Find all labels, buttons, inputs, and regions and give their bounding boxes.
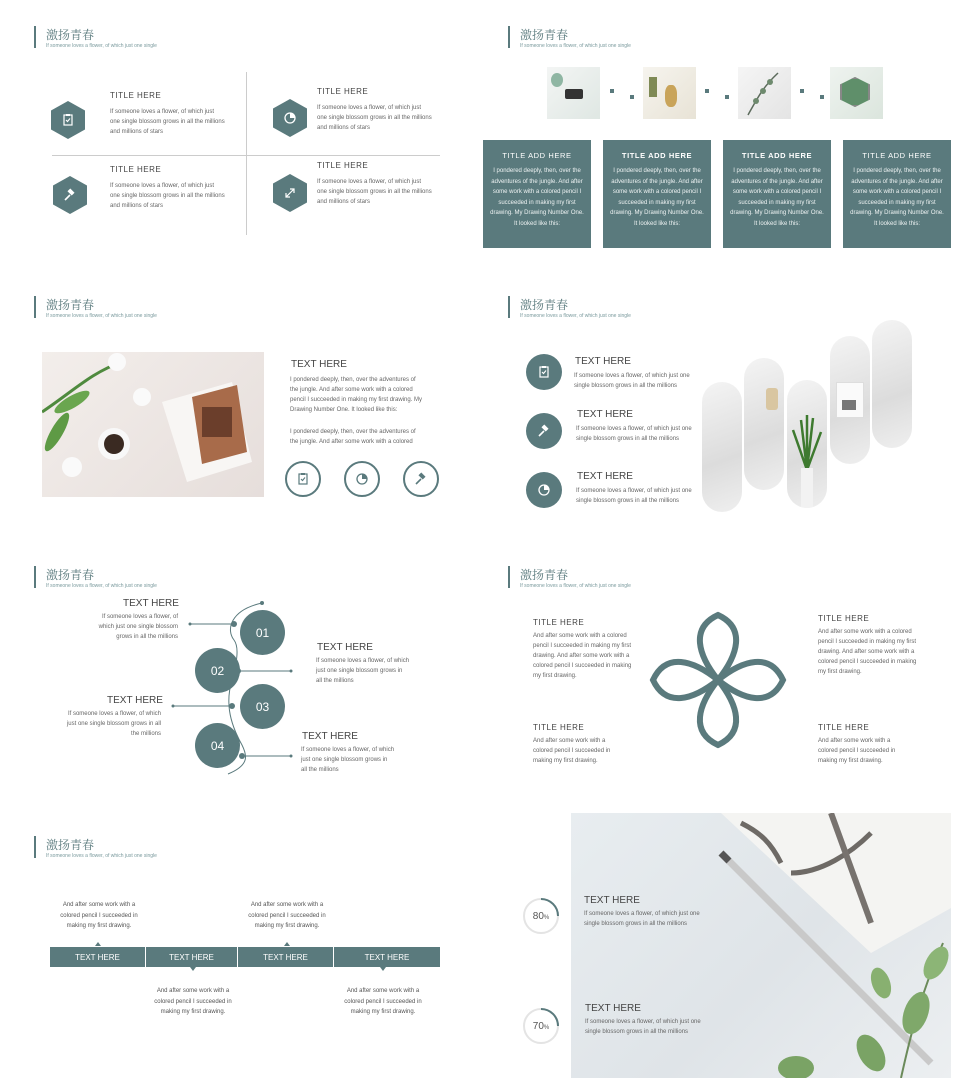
- timeline-pointer-up: [284, 942, 290, 946]
- gavel-icon: [53, 176, 87, 214]
- text-title: TEXT HERE: [585, 1003, 641, 1014]
- petal-knot-graphic: [648, 610, 788, 750]
- text-title: TEXT HERE: [291, 359, 347, 370]
- item-body: And after some work with a colored pencil I succeeded in making my first drawing.: [818, 738, 896, 764]
- step-number: 03: [255, 699, 270, 714]
- item-body: If someone loves a flower, of which just one single blossom grows in all the millions and millions of stars: [110, 183, 225, 209]
- progress-value: [521, 1006, 561, 1046]
- timeline-text-bottom: And after some work with a colored pencil I succeeded in making my first drawing.: [344, 988, 422, 1015]
- text-body: If someone loves a flower, of which just one single blossom grows in all the millions: [585, 1019, 701, 1035]
- progress-value: [521, 896, 561, 936]
- text-title: TEXT HERE: [577, 471, 633, 482]
- percent-number: 70: [532, 1020, 544, 1032]
- header-accent-bar: [508, 566, 510, 588]
- card-body: I pondered deeply, then, over the adventures of the jungle. And after some work with a colored pencil I succeeded in making my first drawing. My Drawing Number One. It looked like this:: [730, 168, 824, 227]
- photo-plant-branch: [738, 67, 791, 119]
- slide-6: [480, 540, 960, 808]
- card-title: TITLE ADD HERE: [862, 151, 932, 160]
- photo-desk-items: [547, 67, 600, 119]
- dot-connector: [800, 89, 804, 93]
- item-body: And after some work with a colored pencil I succeeded in making my first drawing. And after some work with a colored pencil I succeeded in making my first drawing.: [533, 633, 632, 679]
- item-title: TITLE HERE: [110, 165, 162, 174]
- item-title: TITLE HERE: [317, 87, 369, 96]
- header-accent-bar: [34, 296, 36, 318]
- slide-title: 激扬青春: [46, 568, 95, 582]
- header-accent-bar: [508, 26, 510, 48]
- slide-subtitle: If someone loves a flower, of which just one single: [520, 313, 631, 319]
- step-circle-01: [240, 610, 285, 655]
- text-title: TEXT HERE: [302, 731, 358, 742]
- text-title: TEXT HERE: [584, 895, 640, 906]
- percent-unit: %: [543, 1024, 550, 1031]
- percent-unit: %: [543, 914, 550, 921]
- expand-arrows-icon: [273, 174, 307, 212]
- gavel-icon: [403, 461, 439, 497]
- info-card: [723, 140, 831, 248]
- slide-subtitle: If someone loves a flower, of which just one single: [46, 583, 157, 589]
- card-title: TITLE ADD HERE: [741, 151, 813, 160]
- photo-gift-pencil: [571, 813, 951, 1078]
- info-card: [483, 140, 591, 248]
- step-number: 04: [210, 738, 225, 753]
- marble-pill-image: [830, 336, 870, 464]
- item-title: TITLE HERE: [818, 723, 870, 732]
- item-body: If someone loves a flower, of which just one single blossom grows in all the millions and millions of stars: [110, 109, 225, 135]
- photo-pineapple: [643, 67, 696, 119]
- step-circle-03: [240, 684, 285, 729]
- text-paragraph: I pondered deeply, then, over the adventures of the jungle. And after some work with a colored pencil I succeeded in making my first drawing. My Drawing Number One. It looked like this:: [290, 377, 423, 413]
- slide-title: 激扬青春: [520, 28, 569, 42]
- text-body: If someone loves a flower, of which just one single blossom grows in all the millions: [66, 711, 161, 737]
- timeline-text-top: And after some work with a colored pencil I succeeded in making my first drawing.: [60, 902, 138, 929]
- pie-chart-icon: [273, 99, 307, 137]
- dot-connector: [610, 89, 614, 93]
- slide-5: [0, 540, 480, 808]
- timeline-box-label: TEXT HERE: [169, 952, 214, 962]
- clipboard-icon: [51, 101, 85, 139]
- item-body: And after some work with a colored pencil I succeeded in making my first drawing.: [533, 738, 611, 764]
- item-title: TITLE HERE: [533, 723, 585, 732]
- candle-image: [766, 388, 778, 410]
- step-circle-02: [195, 648, 240, 693]
- timeline-pointer-up: [95, 942, 101, 946]
- text-body: If someone loves a flower, of which just one single blossom grows in all the millions: [576, 488, 692, 504]
- slide-subtitle: If someone loves a flower, of which just one single: [520, 583, 631, 589]
- text-body: If someone loves a flower, of which just one single blossom grows in all the millions: [316, 658, 410, 684]
- card-title: TITLE ADD HERE: [502, 151, 572, 160]
- slide-title: 激扬青春: [520, 298, 569, 312]
- item-title: TITLE HERE: [110, 91, 162, 100]
- timeline-box: [334, 947, 440, 967]
- pie-chart-icon: [526, 472, 562, 508]
- percent-number: 80: [532, 910, 544, 922]
- card-body: I pondered deeply, then, over the adventures of the jungle. And after some work with a colored pencil I succeeded in making my first drawing. My Drawing Number One. It looked like this:: [610, 168, 704, 227]
- slide-4: [480, 270, 960, 538]
- slide-8: [480, 810, 960, 1084]
- item-title: TITLE HERE: [818, 614, 870, 623]
- text-title: TEXT HERE: [317, 642, 373, 653]
- photo-coffee-magazine: [42, 352, 264, 497]
- text-title: TEXT HERE: [577, 409, 633, 420]
- card-body: I pondered deeply, then, over the adventures of the jungle. And after some work with a colored pencil I succeeded in making my first drawing. My Drawing Number One. It looked like this:: [490, 168, 584, 227]
- info-card: [843, 140, 951, 248]
- timeline-box: [50, 947, 145, 967]
- slide-subtitle: If someone loves a flower, of which just one single: [46, 853, 157, 859]
- timeline-box: [146, 947, 237, 967]
- text-title: TEXT HERE: [107, 695, 163, 706]
- text-body: If someone loves a flower, of which just one single blossom grows in all the millions: [576, 426, 692, 442]
- info-card: [603, 140, 711, 248]
- gavel-icon: [526, 413, 562, 449]
- slide-1: [0, 0, 480, 268]
- slide-2: [480, 0, 960, 268]
- dot-connector: [630, 95, 634, 99]
- timeline-text-top: And after some work with a colored pencil I succeeded in making my first drawing.: [248, 902, 326, 929]
- header-accent-bar: [508, 296, 510, 318]
- dot-connector: [725, 95, 729, 99]
- item-body: If someone loves a flower, of which just one single blossom grows in all the millions and millions of stars: [317, 105, 432, 131]
- clipboard-icon: [285, 461, 321, 497]
- header-accent-bar: [34, 836, 36, 858]
- timeline-box-label: TEXT HERE: [263, 952, 308, 962]
- divider-horizontal: [52, 155, 440, 156]
- slide-3: [0, 270, 480, 538]
- timeline-box-label: TEXT HERE: [364, 952, 410, 962]
- dot-connector: [705, 89, 709, 93]
- item-body: And after some work with a colored pencil I succeeded in making my first drawing. And after some work with a colored pencil I succeeded in making my first drawing.: [818, 629, 917, 675]
- text-body: If someone loves a flower, of which just one single blossom grows in all the millions: [301, 747, 395, 773]
- item-title: TITLE HERE: [533, 618, 585, 627]
- slide-title: 激扬青春: [46, 298, 95, 312]
- marble-pill-image: [744, 358, 784, 490]
- slide-title: 激扬青春: [46, 838, 95, 852]
- text-paragraph: I pondered deeply, then, over the adventures of the jungle. And after some work with a colored: [290, 429, 416, 445]
- timeline-box-label: TEXT HERE: [75, 952, 120, 962]
- text-title: TEXT HERE: [575, 356, 631, 367]
- pie-chart-icon: [344, 461, 380, 497]
- marble-pill-image: [702, 382, 742, 512]
- slide-subtitle: If someone loves a flower, of which just one single: [46, 313, 157, 319]
- timeline-box: [238, 947, 333, 967]
- timeline-pointer-down: [190, 967, 196, 971]
- header-accent-bar: [34, 26, 36, 48]
- slide-subtitle: If someone loves a flower, of which just one single: [46, 43, 157, 49]
- step-number: 02: [210, 663, 225, 678]
- card-title: TITLE ADD HERE: [621, 151, 693, 160]
- text-title: TEXT HERE: [123, 598, 179, 609]
- marble-pill-image: [872, 320, 912, 448]
- slide-title: 激扬青春: [520, 568, 569, 582]
- text-body: If someone loves a flower, of which just one single blossom grows in all the millions: [574, 373, 690, 389]
- item-title: TITLE HERE: [317, 161, 369, 170]
- text-body: If someone loves a flower, of which just one single blossom grows in all the millions: [98, 614, 178, 640]
- timeline-pointer-down: [380, 967, 386, 971]
- slide-subtitle: If someone loves a flower, of which just one single: [520, 43, 631, 49]
- divider-vertical: [246, 72, 247, 235]
- step-circle-04: [195, 723, 240, 768]
- slide-title: 激扬青春: [46, 28, 95, 42]
- dot-connector: [820, 95, 824, 99]
- clipboard-icon: [526, 354, 562, 390]
- text-body: If someone loves a flower, of which just one single blossom grows in all the millions: [584, 911, 700, 927]
- item-body: If someone loves a flower, of which just one single blossom grows in all the millions and millions of stars: [317, 179, 432, 205]
- step-number: 01: [255, 625, 270, 640]
- card-body: I pondered deeply, then, over the adventures of the jungle. And after some work with a colored pencil I succeeded in making my first drawing. My Drawing Number One. It looked like this:: [850, 168, 944, 227]
- timeline-text-bottom: And after some work with a colored pencil I succeeded in making my first drawing.: [154, 988, 232, 1015]
- marble-pill-image: [787, 380, 827, 508]
- photo-hexagon-planter: [830, 67, 883, 119]
